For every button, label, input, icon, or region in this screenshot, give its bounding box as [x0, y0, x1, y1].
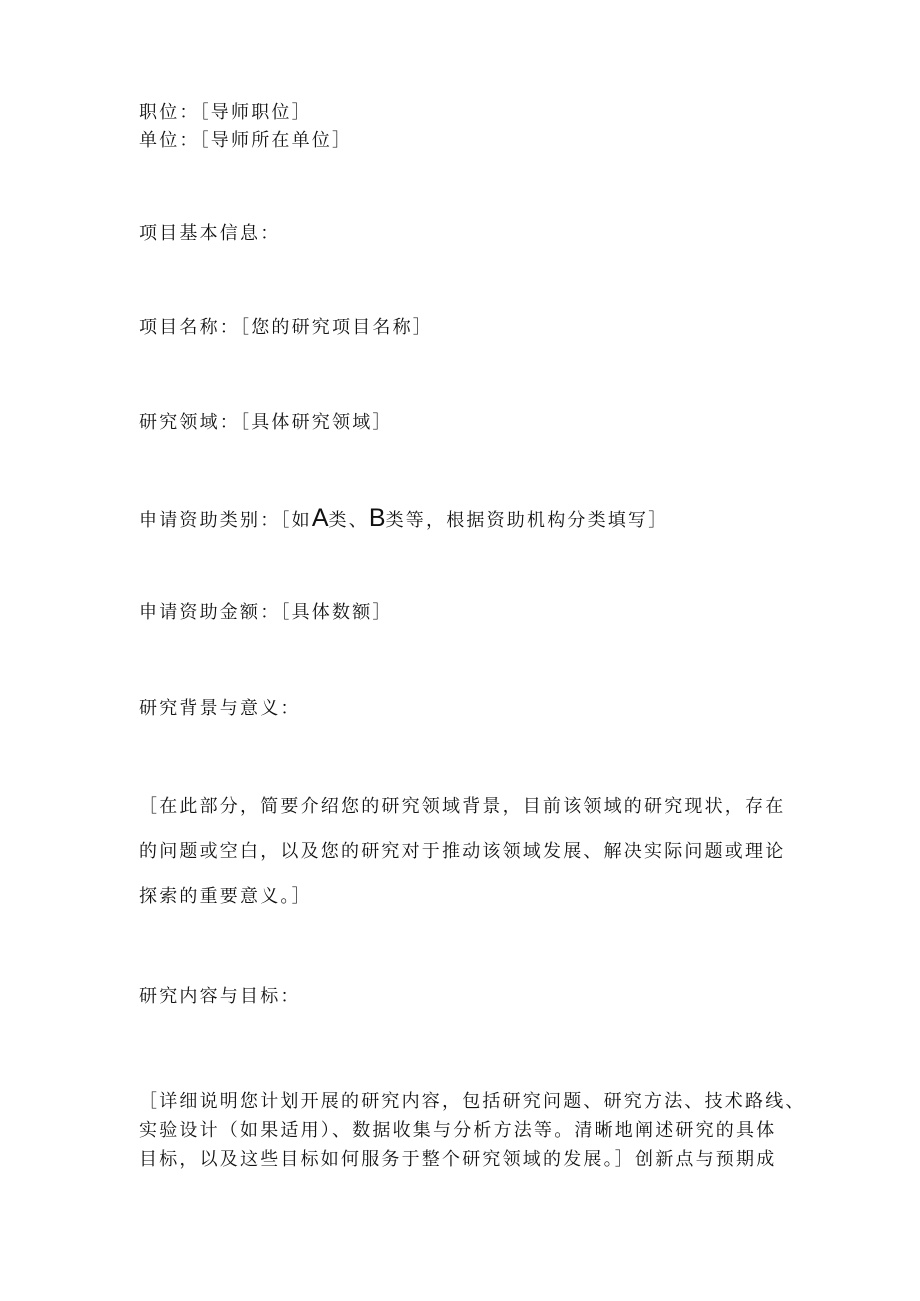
project-name-line: 项目名称：［您的研究项目名称］	[139, 317, 433, 338]
content-line: 实验设计（如果适用）、数据收集与分析方法等。清晰地阐述研究的具体	[139, 1120, 777, 1141]
background-line: ［在此部分，简要介绍您的研究领域背景，目前该领域的研究现状，存在	[139, 796, 786, 817]
content-line: ［详细说明您计划开展的研究内容，包括研究问题、研究方法、技术路线、	[139, 1091, 806, 1112]
content-heading: 研究内容与目标：	[139, 986, 301, 1007]
funding-category-b: B	[368, 504, 386, 532]
funding-amount-line: 申请资助金额：［具体数额］	[139, 602, 393, 623]
background-line: 探索的重要意义。］	[139, 886, 312, 907]
supervisor-unit-line: 单位：［导师所在单位］	[139, 130, 353, 151]
funding-category-suffix: 类等，根据资助机构分类填写］	[385, 510, 669, 531]
funding-category-a: A	[311, 504, 329, 532]
background-line: 的问题或空白，以及您的研究对于推动该领域发展、解决实际问题或理论	[139, 841, 786, 862]
project-info-heading: 项目基本信息：	[139, 223, 281, 244]
funding-category-line	[139, 506, 668, 533]
content-paragraph	[139, 1087, 806, 1174]
funding-category-mid: 类、	[328, 510, 369, 531]
background-paragraph	[139, 784, 799, 919]
funding-category-prefix: 申请资助类别：［如	[139, 510, 312, 531]
background-heading: 研究背景与意义：	[139, 698, 301, 719]
supervisor-position-line: 职位：［导师职位］	[139, 102, 312, 123]
research-field-line: 研究领域：［具体研究领域］	[139, 412, 393, 433]
content-line: 目标，以及这些目标如何服务于整个研究领域的发展。］创新点与预期成	[139, 1149, 777, 1170]
